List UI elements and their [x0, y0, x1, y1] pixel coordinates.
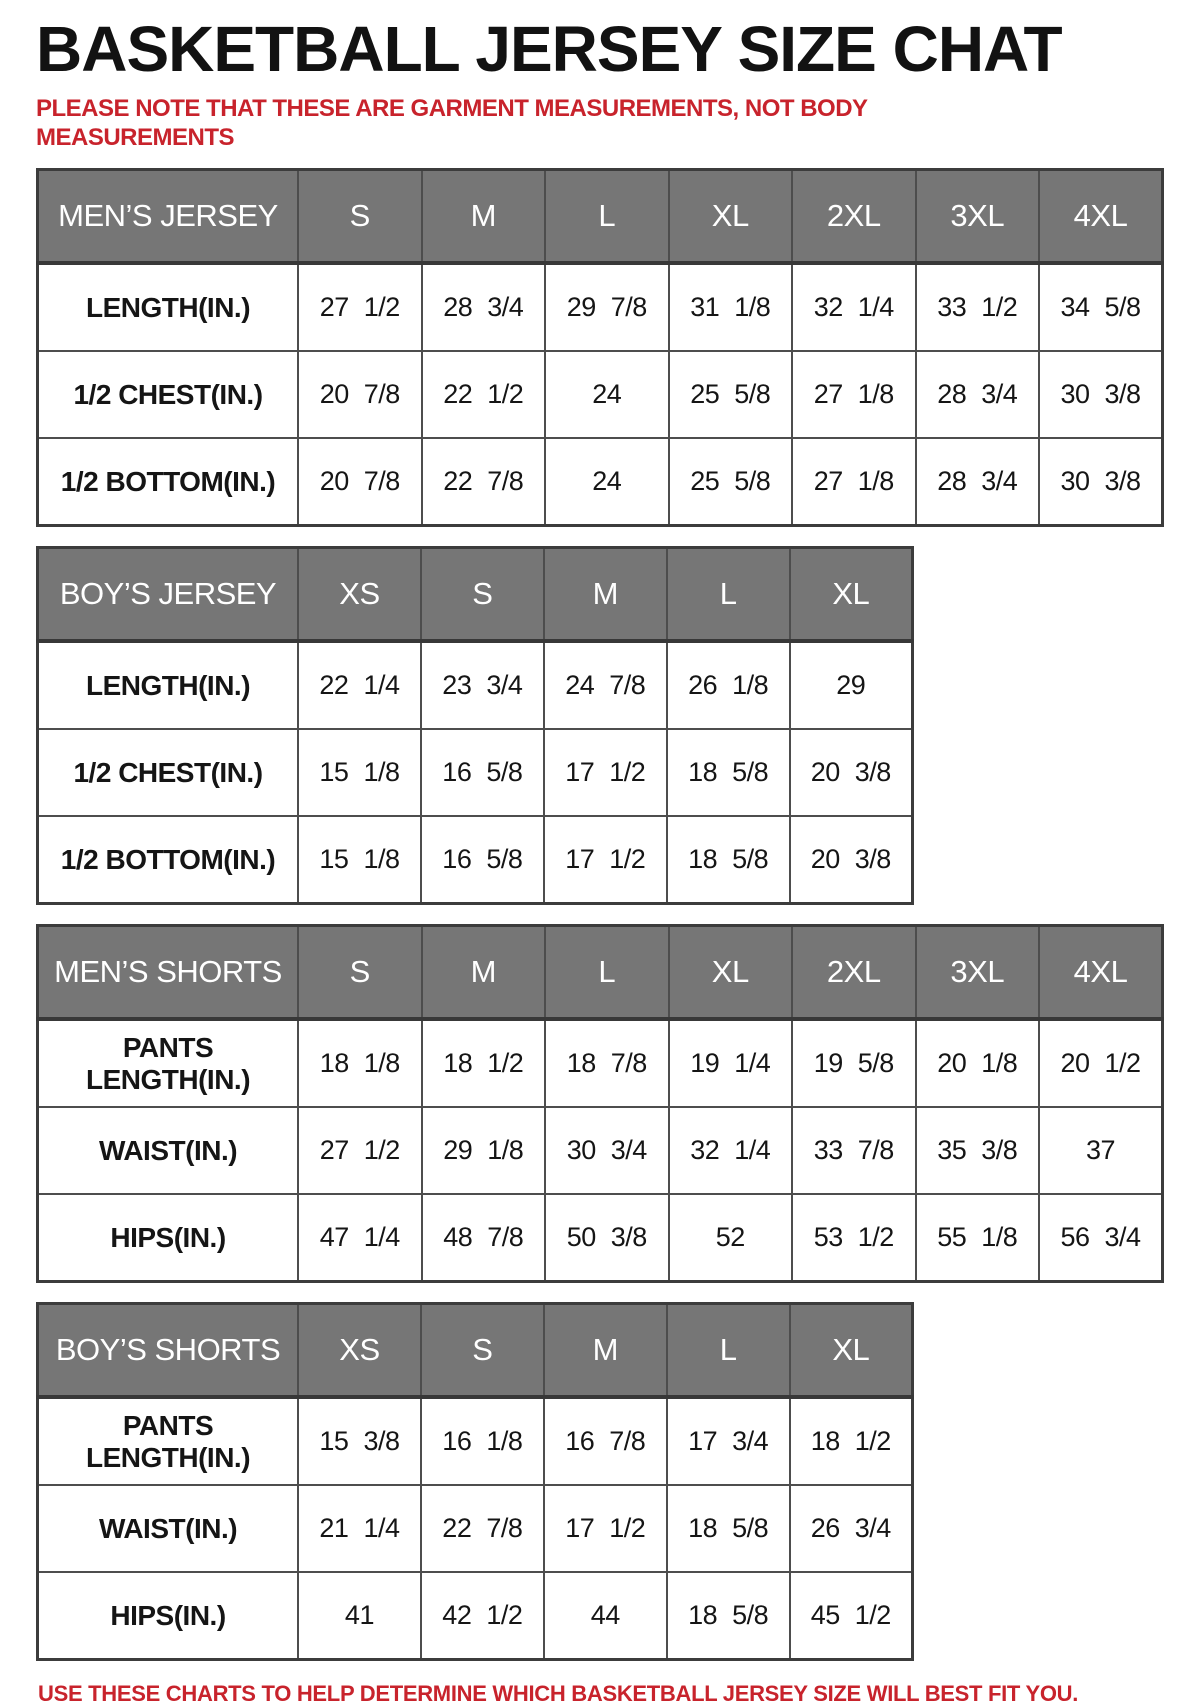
measurement-value: 56 3/4 [1039, 1194, 1163, 1282]
measurement-value: 30 3/8 [1039, 351, 1163, 438]
measurement-value: 16 1/8 [421, 1397, 544, 1485]
measurement-value: 25 5/8 [669, 438, 793, 526]
row-label: HIPS(IN.) [38, 1194, 299, 1282]
size-header: S [298, 926, 422, 1020]
size-header: XL [790, 1304, 913, 1398]
measurement-value: 27 1/8 [792, 351, 916, 438]
table-title: BOY’S SHORTS [38, 1304, 299, 1398]
row-label: LENGTH(IN.) [38, 263, 299, 351]
size-header: M [544, 1304, 667, 1398]
size-header: 2XL [792, 926, 916, 1020]
size-header: 4XL [1039, 170, 1163, 264]
size-header: M [544, 548, 667, 642]
row-label: 1/2 BOTTOM(IN.) [38, 438, 299, 526]
measurement-value: 24 7/8 [544, 641, 667, 729]
measurement-value: 32 1/4 [792, 263, 916, 351]
measurement-value: 28 3/4 [916, 351, 1040, 438]
size-header: XL [790, 548, 913, 642]
table-row [38, 1572, 913, 1660]
measurement-value: 20 7/8 [298, 438, 422, 526]
measurement-value: 22 1/4 [298, 641, 421, 729]
measurement-value: 34 5/8 [1039, 263, 1163, 351]
measurement-value: 19 1/4 [669, 1019, 793, 1107]
measurement-value: 18 1/8 [298, 1019, 422, 1107]
measurement-value: 24 [545, 438, 669, 526]
table-row [38, 351, 1163, 438]
table-row [38, 1107, 1163, 1194]
garment-note-line2: MEASUREMENTS [36, 124, 235, 151]
table-row [38, 438, 1163, 526]
measurement-value: 23 3/4 [421, 641, 544, 729]
measurement-value: 47 1/4 [298, 1194, 422, 1282]
row-label: LENGTH(IN.) [38, 641, 299, 729]
measurement-value: 53 1/2 [792, 1194, 916, 1282]
measurement-value: 19 5/8 [792, 1019, 916, 1107]
measurement-value: 20 3/8 [790, 816, 913, 904]
table-title: MEN’S SHORTS [38, 926, 299, 1020]
size-table-boys-jersey [36, 546, 914, 905]
row-label: WAIST(IN.) [38, 1107, 299, 1194]
measurement-value: 16 7/8 [544, 1397, 667, 1485]
measurement-value: 30 3/4 [545, 1107, 669, 1194]
measurement-value: 52 [669, 1194, 793, 1282]
footer-note: USE THESE CHARTS TO HELP DETERMINE WHICH BASKETBALL JERSEY SIZE WILL BEST FIT YOU. [38, 1681, 1079, 1706]
size-header: XS [298, 1304, 421, 1398]
size-header: S [298, 170, 422, 264]
size-header: L [545, 170, 669, 264]
size-header: 4XL [1039, 926, 1163, 1020]
row-label: 1/2 CHEST(IN.) [38, 729, 299, 816]
measurement-value: 33 1/2 [916, 263, 1040, 351]
measurement-value: 26 3/4 [790, 1485, 913, 1572]
table-title: BOY’S JERSEY [38, 548, 299, 642]
measurement-value: 31 1/8 [669, 263, 793, 351]
measurement-value: 22 7/8 [421, 1485, 544, 1572]
measurement-value: 29 [790, 641, 913, 729]
size-header: L [667, 1304, 790, 1398]
measurement-value: 41 [298, 1572, 421, 1660]
size-table-boys-shorts [36, 1302, 914, 1661]
measurement-value: 50 3/8 [545, 1194, 669, 1282]
measurement-value: 35 3/8 [916, 1107, 1040, 1194]
size-header: S [421, 548, 544, 642]
measurement-value: 18 5/8 [667, 729, 790, 816]
size-header: XL [669, 926, 793, 1020]
measurement-value: 24 [545, 351, 669, 438]
row-label: PANTS LENGTH(IN.) [38, 1397, 299, 1485]
measurement-value: 28 3/4 [422, 263, 546, 351]
size-header: L [667, 548, 790, 642]
measurement-value: 25 5/8 [669, 351, 793, 438]
table-title: MEN’S JERSEY [38, 170, 299, 264]
measurement-value: 20 3/8 [790, 729, 913, 816]
table-row [38, 1194, 1163, 1282]
size-header: 3XL [916, 926, 1040, 1020]
table-row [38, 816, 913, 904]
header-row [38, 1304, 913, 1398]
size-header: 3XL [916, 170, 1040, 264]
size-header: XS [298, 548, 421, 642]
garment-note-line1: PLEASE NOTE THAT THESE ARE GARMENT MEASUREMENTS, NOT BODY [36, 95, 868, 122]
size-header: M [422, 170, 546, 264]
measurement-value: 27 1/2 [298, 1107, 422, 1194]
measurement-value: 15 1/8 [298, 729, 421, 816]
measurement-value: 17 3/4 [667, 1397, 790, 1485]
size-header: M [422, 926, 546, 1020]
measurement-value: 16 5/8 [421, 816, 544, 904]
measurement-value: 45 1/2 [790, 1572, 913, 1660]
measurement-value: 20 1/8 [916, 1019, 1040, 1107]
measurement-value: 18 5/8 [667, 1485, 790, 1572]
size-header: S [421, 1304, 544, 1398]
header-row [38, 170, 1163, 264]
measurement-value: 16 5/8 [421, 729, 544, 816]
measurement-value: 20 1/2 [1039, 1019, 1163, 1107]
measurement-value: 29 1/8 [422, 1107, 546, 1194]
row-label: HIPS(IN.) [38, 1572, 299, 1660]
measurement-value: 17 1/2 [544, 729, 667, 816]
row-label: PANTS LENGTH(IN.) [38, 1019, 299, 1107]
measurement-value: 30 3/8 [1039, 438, 1163, 526]
measurement-value: 22 1/2 [422, 351, 546, 438]
table-row [38, 729, 913, 816]
measurement-value: 44 [544, 1572, 667, 1660]
size-header: L [545, 926, 669, 1020]
measurement-value: 17 1/2 [544, 816, 667, 904]
measurement-value: 28 3/4 [916, 438, 1040, 526]
row-label: 1/2 BOTTOM(IN.) [38, 816, 299, 904]
measurement-value: 27 1/2 [298, 263, 422, 351]
header-row [38, 548, 913, 642]
row-label: WAIST(IN.) [38, 1485, 299, 1572]
measurement-value: 26 1/8 [667, 641, 790, 729]
size-tables-container [36, 168, 1200, 1661]
measurement-value: 15 1/8 [298, 816, 421, 904]
measurement-value: 27 1/8 [792, 438, 916, 526]
measurement-value: 48 7/8 [422, 1194, 546, 1282]
measurement-value: 15 3/8 [298, 1397, 421, 1485]
measurement-value: 42 1/2 [421, 1572, 544, 1660]
measurement-value: 18 5/8 [667, 1572, 790, 1660]
size-header: XL [669, 170, 793, 264]
measurement-value: 33 7/8 [792, 1107, 916, 1194]
measurement-value: 17 1/2 [544, 1485, 667, 1572]
size-header: 2XL [792, 170, 916, 264]
measurement-value: 29 7/8 [545, 263, 669, 351]
row-label: 1/2 CHEST(IN.) [38, 351, 299, 438]
table-row [38, 641, 913, 729]
measurement-value: 32 1/4 [669, 1107, 793, 1194]
header-row [38, 926, 1163, 1020]
measurement-value: 20 7/8 [298, 351, 422, 438]
measurement-value: 37 [1039, 1107, 1163, 1194]
table-row [38, 1485, 913, 1572]
table-row [38, 263, 1163, 351]
measurement-value: 18 7/8 [545, 1019, 669, 1107]
measurement-value: 21 1/4 [298, 1485, 421, 1572]
size-table-mens-shorts [36, 924, 1164, 1283]
measurement-value: 22 7/8 [422, 438, 546, 526]
table-row [38, 1019, 1163, 1107]
page-title: BASKETBALL JERSEY SIZE CHAT [36, 13, 1062, 85]
table-row [38, 1397, 913, 1485]
measurement-value: 18 1/2 [790, 1397, 913, 1485]
measurement-value: 18 1/2 [422, 1019, 546, 1107]
measurement-value: 18 5/8 [667, 816, 790, 904]
garment-measurements-note [36, 94, 1200, 152]
size-table-mens-jersey [36, 168, 1164, 527]
measurement-value: 55 1/8 [916, 1194, 1040, 1282]
